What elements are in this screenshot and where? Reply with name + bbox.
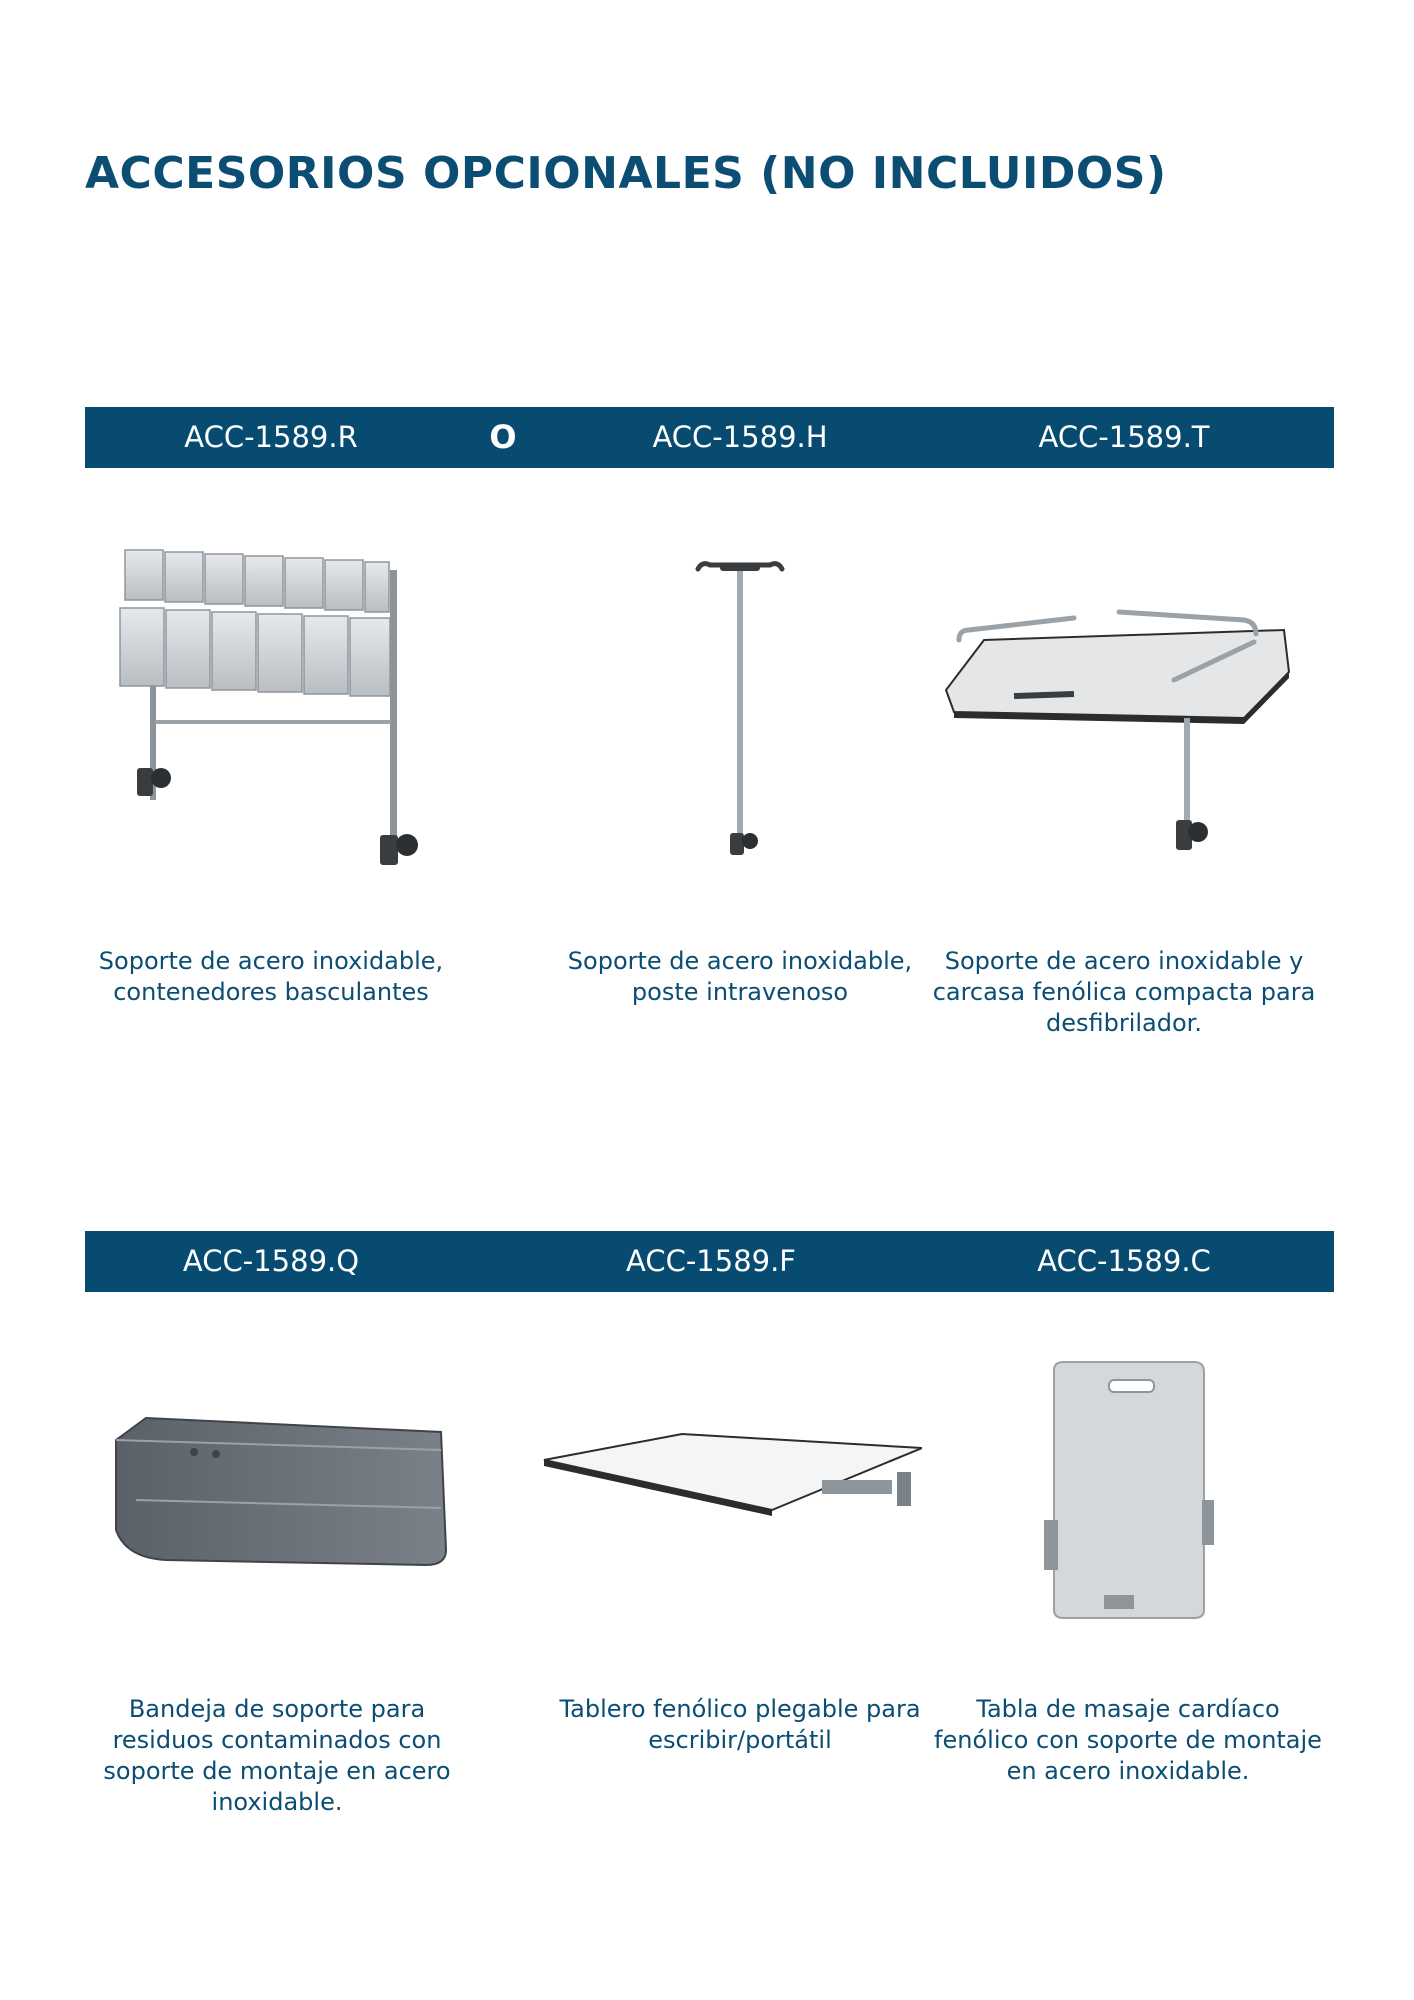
desc-acc-1589-c: Tabla de masaje cardíaco fenólico con soporte de montaje en acero inoxidable. [934, 1695, 1322, 1785]
code-acc-1589-q: ACC-1589.Q [182, 1244, 360, 1278]
tilt-bins-rack-image [115, 540, 435, 880]
code-acc-1589-r: ACC-1589.R [184, 420, 358, 454]
header-band-row1 [85, 407, 1334, 468]
desc-acc-1589-r: Soporte de acero inoxidable, contenedores basculantes [98, 947, 444, 1006]
code-acc-1589-f: ACC-1589.F [626, 1244, 796, 1278]
iv-pole-image [680, 555, 800, 865]
writing-board-image [542, 1430, 922, 1550]
desc-acc-1589-t: Soporte de acero inoxidable y carcasa fenólica compacta para desfibrilador. [932, 947, 1316, 1037]
desc-acc-1589-q: Bandeja de soporte para residuos contaminados con soporte de montaje en acero inoxidable. [103, 1695, 451, 1816]
desc-acc-1589-f: Tablero fenólico plegable para escribir/portátil [559, 1695, 921, 1754]
desc-acc-1589-h: Soporte de acero inoxidable, poste intravenoso [567, 947, 913, 1006]
separator-or: O [489, 418, 517, 456]
defibrillator-shelf-image [944, 600, 1304, 870]
page-title: ACCESORIOS OPCIONALES (NO INCLUIDOS) [85, 148, 1167, 199]
code-acc-1589-t: ACC-1589.T [1038, 420, 1210, 454]
waste-tray-image [106, 1410, 456, 1580]
code-acc-1589-h: ACC-1589.H [652, 420, 828, 454]
cardiac-board-image [1024, 1360, 1224, 1640]
header-band-row2 [85, 1231, 1334, 1292]
code-acc-1589-c: ACC-1589.C [1037, 1244, 1211, 1278]
